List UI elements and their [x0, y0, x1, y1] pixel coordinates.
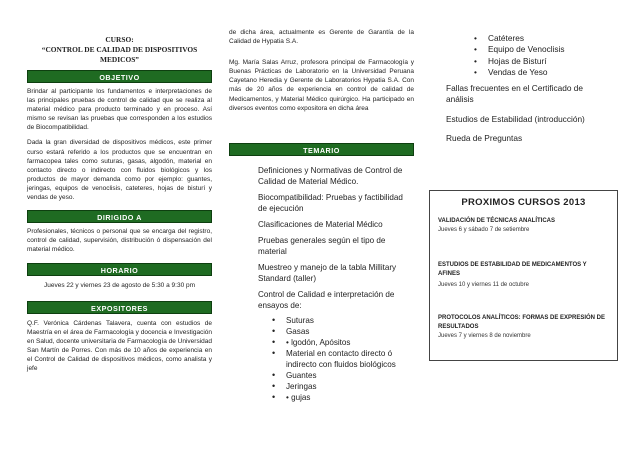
objetivo-paragraph: Dada la gran diversidad de dispositivos médicos, este primer curso estará referido a los productos que se encuentran en farmacopea tales como suturas, gasas, algodón, material en contacto directo o indirecto con fluidos biológicos y los productos de mayor demanda como por ejemplo: guantes, jeringas, equipos de venoclisis, cateteres, hojas de bisturí y vendas de yeso. — [27, 139, 212, 202]
event-item — [438, 217, 609, 235]
expositores-banner: EXPOSITORES — [27, 301, 212, 314]
temario-item: Control de Calidad e interpretación de ensayos de: — [258, 289, 395, 310]
ensayos-list — [258, 315, 414, 403]
product-item: • Hojas de Bisturí — [474, 56, 618, 67]
ensayo-item: • Suturas — [272, 315, 414, 326]
expositor-continued-text: de dicha área, actualmente es Gerente de Garantía de la Calidad de Hypatia S.A. — [229, 29, 414, 46]
course-title — [27, 35, 212, 65]
ensayo-item: • Guantes — [272, 370, 414, 381]
temario-item: Muestreo y manejo de la tabla Millitary Standard (taller) — [258, 262, 397, 283]
course-title-line: “CONTROL DE CALIDAD DE DISPOSITIVOS — [41, 45, 198, 54]
event-date: Jueves 6 y sábado 7 de setiembre — [438, 227, 530, 233]
ensayo-item: • Gasas — [272, 326, 414, 337]
course-title-line: CURSO: — [105, 35, 134, 44]
topic-item: Estudios de Estabilidad (introducción) — [446, 113, 585, 124]
product-item: • Catéteres — [474, 33, 618, 44]
temario-item: Biocompatibilidad: Pruebas y factibilidad de ejecución — [258, 192, 403, 213]
product-item: • Equipo de Venoclisis — [474, 44, 618, 55]
horario-banner: HORARIO — [27, 263, 212, 276]
temario-banner: TEMARIO — [229, 143, 414, 156]
ensayo-item: • Material en contacto directo ó indirecto con fluidos biológicos — [272, 348, 414, 370]
expositores-text: Q.F. Verónica Cárdenas Talavera, cuenta con estudios de Maestría en el área de Farmacología y docencia e Investigación en Salud, docente universitaria de Farmacología de Universidad San Martín de Porres. Con más de 10 años de experiencia en el Control de Calidad de dispositivos médicos, como analista y jefe — [27, 319, 212, 372]
expositor-mg-text: Mg. María Salas Arruz, profesora principal de Farmacología y Buenas Prácticas de Laboratorio en la Universidad Peruana Cayetano Heredia y Gerente de Laboratorios Hypatia S.A. Con más de 20 años de experiencia en control de calidad de Medicamentos, y Material Médico quirúrgico. Ha participado en diversos eventos como expositora en dicha área — [229, 59, 414, 112]
product-list — [428, 33, 618, 78]
dirigido-banner: DIRIGIDO A — [27, 210, 212, 223]
event-name: ESTUDIOS DE ESTABILIDAD DE MEDICAMENTOS Y AFINES — [438, 262, 587, 277]
event-item — [438, 314, 609, 341]
temario-item: Clasificaciones de Material Médico — [258, 219, 383, 229]
objetivo-banner: OBJETIVO — [27, 70, 212, 83]
proximos-title: PROXIMOS CURSOS 2013 — [461, 197, 586, 208]
ensayo-item: • • lgodón, Apósitos — [272, 337, 414, 348]
event-date: Jueves 10 y viernes 11 de octubre — [438, 282, 529, 288]
course-title-line: MEDICOS” — [99, 55, 139, 64]
objetivo-paragraph: Brindar al participante los fundamentos e interpretaciones de las principales pruebas de control de calidad que se realiza al material médico para producto terminado y en proceso. Así mismo se revisan las pruebas que corresponden a los estudios de Biocompatibilidad. — [27, 88, 212, 132]
event-name: VALIDACIÓN DE TÉCNICAS ANALÍTICAS — [438, 218, 555, 224]
dirigido-text: Profesionales, técnicos o personal que se encarga del registro, control de calidad, supervisión, distribución ó dispensación del material médico. — [27, 228, 212, 254]
topic-item: Rueda de Preguntas — [446, 133, 523, 144]
right-column — [428, 0, 618, 144]
temario-list — [229, 165, 414, 403]
middle-column — [229, 0, 414, 403]
topic-item: Fallas frecuentes en el Certificado de análisis — [446, 83, 583, 105]
ensayo-item: • • gujas — [272, 392, 414, 403]
event-name: PROTOCOLOS ANALÍTICOS: FORMAS DE EXPRESIÓN DE RESULTADOS — [438, 315, 606, 330]
left-column — [27, 0, 212, 373]
product-item: • Vendas de Yeso — [474, 67, 618, 78]
event-item — [438, 261, 609, 290]
proximos-cursos-box — [429, 190, 618, 361]
event-date: Jueves 7 y viernes 8 de noviembre — [438, 333, 531, 339]
temario-item: Definiciones y Normativas de Control de Calidad de Material Médico. — [258, 165, 403, 186]
ensayo-item: • Jeringas — [272, 381, 414, 392]
horario-text: Jueves 22 y viernes 23 de agosto de 5:30 a 9:30 pm — [43, 282, 196, 290]
extra-topics — [428, 83, 606, 144]
temario-item: Pruebas generales según el tipo de material — [258, 235, 386, 256]
